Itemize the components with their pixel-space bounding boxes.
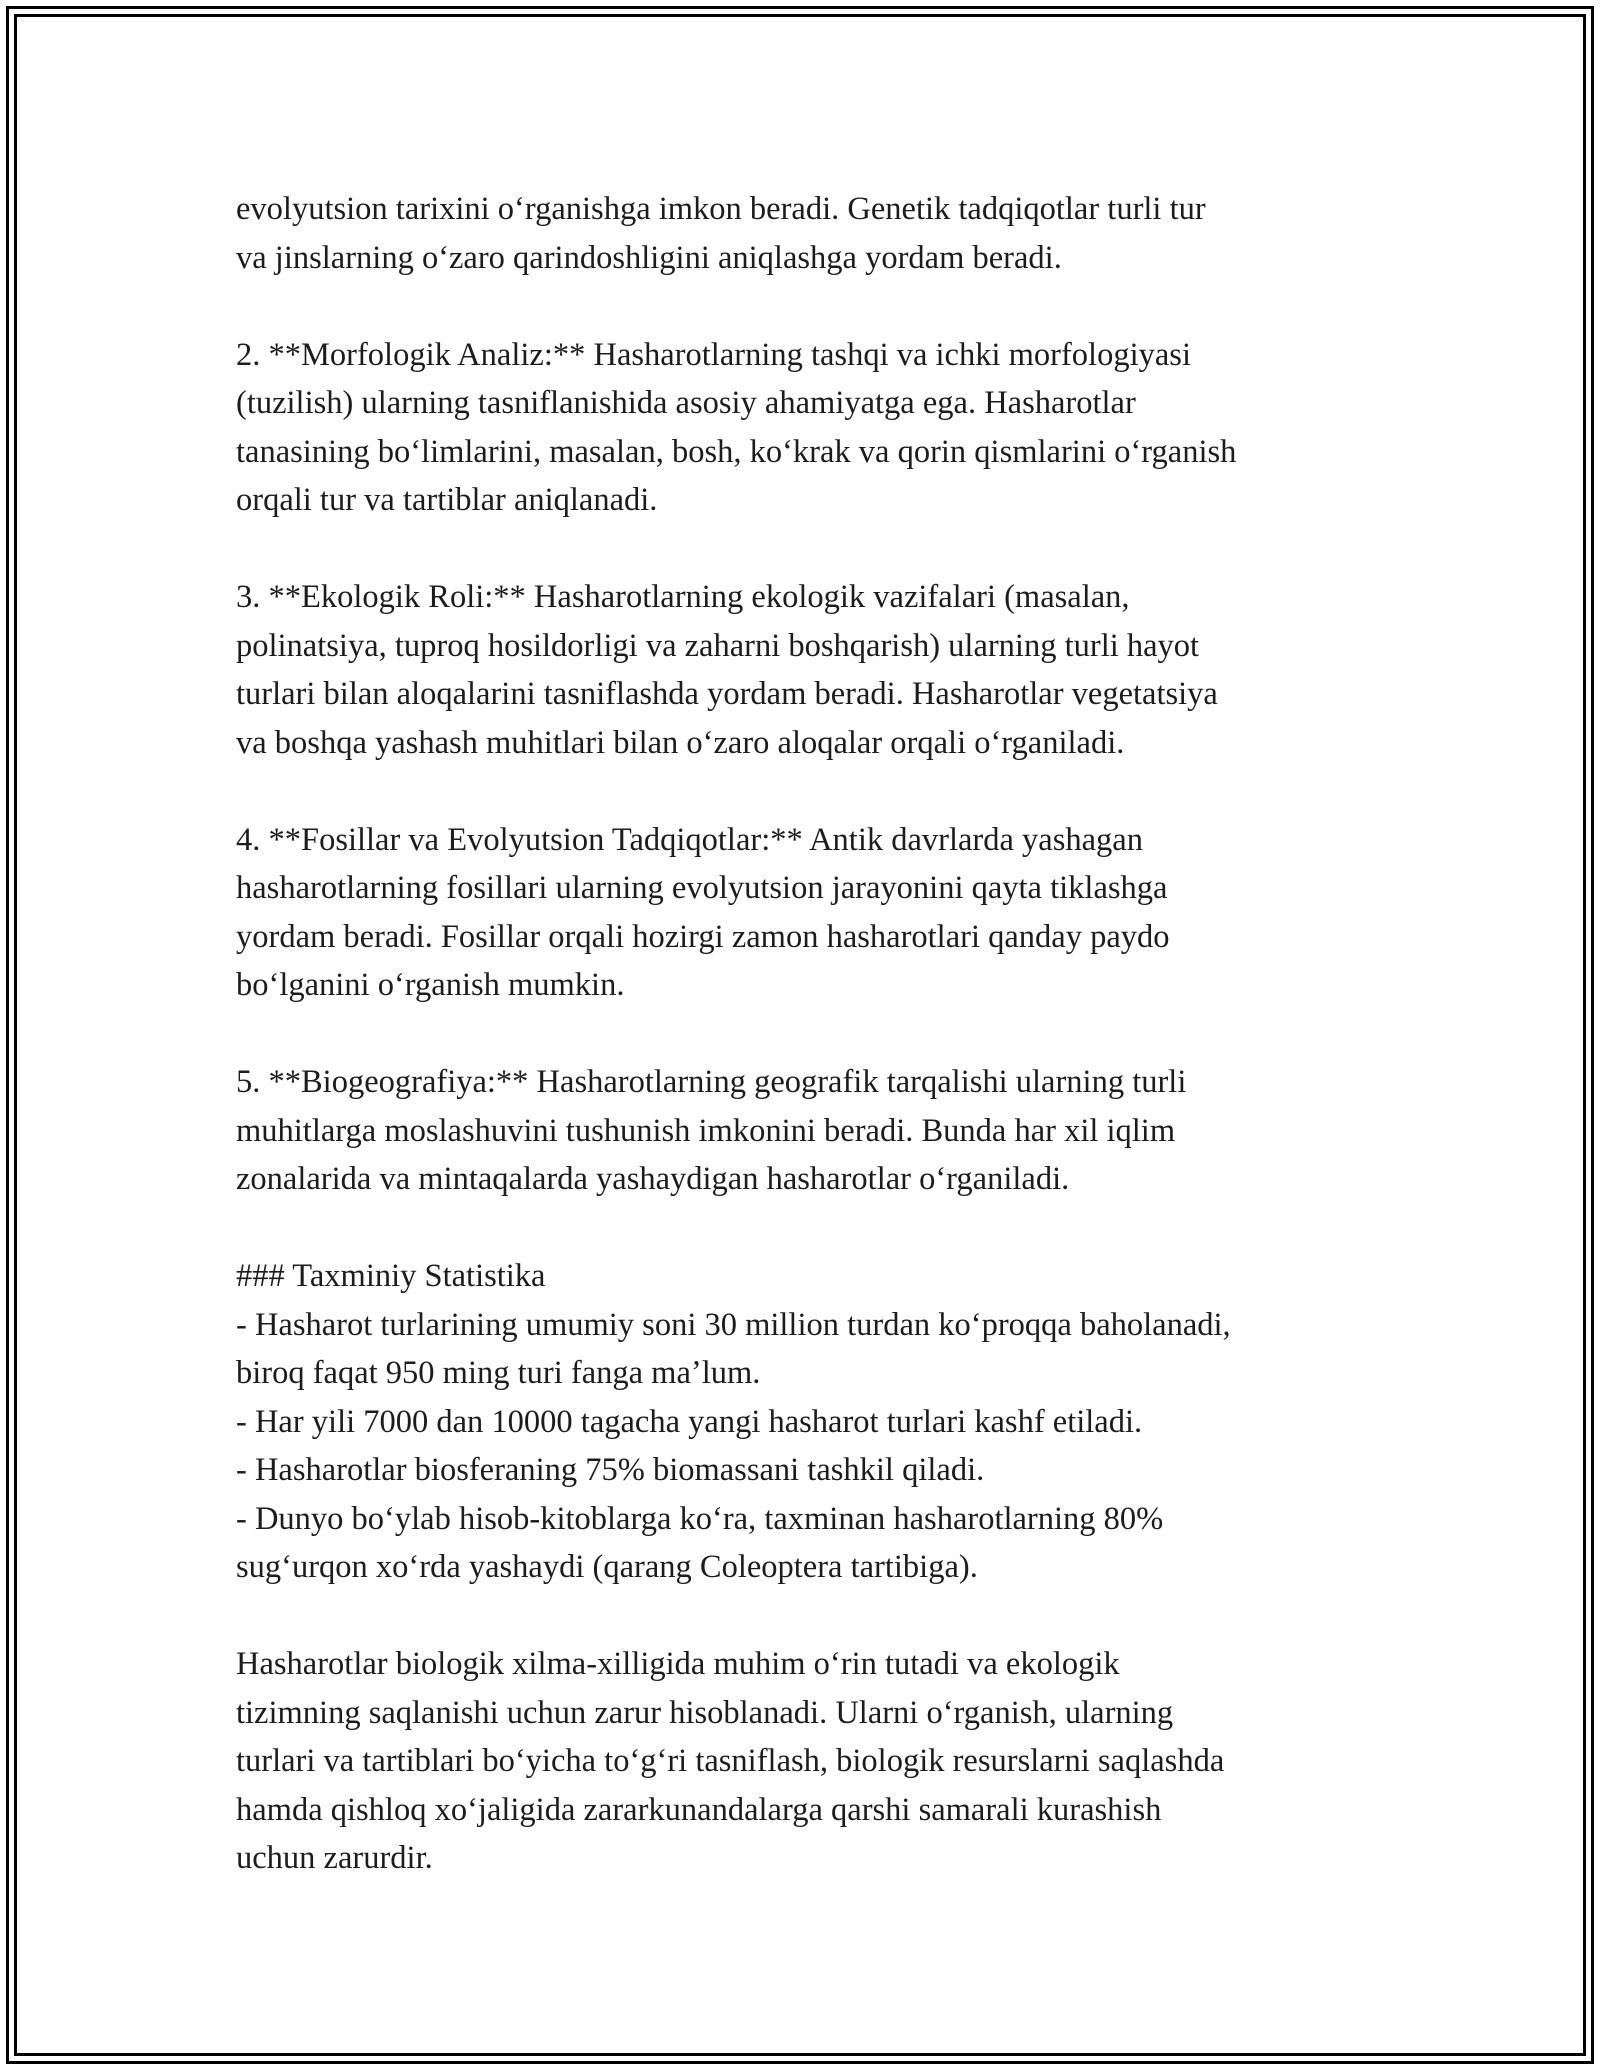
text-line: 5. **Biogeografiya:** Hasharotlarning geografik tarqalishi ularning turli [236, 1064, 1187, 1100]
paragraph [236, 1058, 1396, 1204]
text-line: (tuzilish) ularning tasniflanishida asosiy ahamiyatga ega. Hasharotlar [236, 385, 1136, 421]
text-line: turlari va tartiblari boʻyicha toʻgʻri tasniflash, biologik resurslarni saqlashda [236, 1743, 1225, 1779]
text-line: evolyutsion tarixini oʻrganishga imkon beradi. Genetik tadqiqotlar turli tur [236, 191, 1206, 227]
text-line: - Har yili 7000 dan 10000 tagacha yangi hasharot turlari kashf etiladi. [236, 1403, 1143, 1440]
text-line: biroq faqat 950 ming turi fanga maʼlum. [236, 1355, 761, 1391]
text-line: tizimning saqlanishi uchun zarur hisoblanadi. Ularni oʻrganish, ularning [236, 1694, 1174, 1731]
paragraph [236, 573, 1396, 767]
paragraph [236, 185, 1396, 282]
paragraph-spacer [236, 1010, 1396, 1059]
text-line: sugʻurqon xoʻrda yashaydi (qarang Coleoptera tartibiga). [236, 1549, 978, 1585]
paragraph-spacer [236, 1204, 1396, 1253]
paragraph [236, 1640, 1396, 1883]
paragraph [236, 331, 1396, 525]
text-line: orqali tur va tartiblar aniqlanadi. [236, 482, 658, 518]
paragraph-spacer [236, 282, 1396, 331]
text-line: muhitlarga moslashuvini tushunish imkonini beradi. Bunda har xil iqlim [236, 1112, 1176, 1149]
paragraph [236, 1252, 1396, 1592]
text-line: polinatsiya, tuproq hosildorligi va zaharni boshqarish) ularning turli hayot [236, 627, 1200, 664]
text-line: zonalarida va mintaqalarda yashaydigan hasharotlar oʻrganiladi. [236, 1161, 1070, 1197]
text-line: - Dunyo boʻylab hisob-kitoblarga koʻra, taxminan hasharotlarning 80% [236, 1500, 1164, 1537]
text-line: va jinslarning oʻzaro qarindoshligini aniqlashga yordam beradi. [236, 239, 1062, 276]
text-line: 2. **Morfologik Analiz:** Hasharotlarning tashqi va ichki morfologiyasi [236, 336, 1191, 373]
text-line: Hasharotlar biologik xilma-xilligida muhim oʻrin tutadi va ekologik [236, 1646, 1120, 1682]
text-line: tanasining boʻlimlarini, masalan, bosh, koʻkrak va qorin qismlarini oʻrganish [236, 433, 1237, 470]
text-line: yordam beradi. Fosillar orqali hozirgi zamon hasharotlari qanday paydo [236, 918, 1170, 955]
text-line: hamda qishloq xoʻjaligida zararkunandalarga qarshi samarali kurashish [236, 1791, 1162, 1828]
paragraph-spacer [236, 767, 1396, 816]
paragraph-spacer [236, 1592, 1396, 1641]
document-body [236, 185, 1396, 1883]
text-line: ### Taxminiy Statistika [236, 1258, 546, 1294]
text-line: 3. **Ekologik Roli:** Hasharotlarning ekologik vazifalari (masalan, [236, 579, 1130, 615]
text-line: uchun zarurdir. [236, 1840, 433, 1876]
text-line: hasharotlarning fosillari ularning evolyutsion jarayonini qayta tiklashga [236, 870, 1168, 906]
text-line: - Hasharotlar biosferaning 75% biomassani tashkil qiladi. [236, 1452, 985, 1488]
text-line: va boshqa yashash muhitlari bilan oʻzaro aloqalar orqali oʻrganiladi. [236, 724, 1125, 761]
paragraph-spacer [236, 525, 1396, 574]
text-line: boʻlganini oʻrganish mumkin. [236, 967, 625, 1003]
text-line: 4. **Fosillar va Evolyutsion Tadqiqotlar:** Antik davrlarda yashagan [236, 821, 1143, 858]
paragraph [236, 816, 1396, 1010]
text-line: - Hasharot turlarining umumiy soni 30 million turdan koʻproqqa baholanadi, [236, 1306, 1231, 1343]
text-line: turlari bilan aloqalarini tasniflashda yordam beradi. Hasharotlar vegetatsiya [236, 676, 1218, 712]
